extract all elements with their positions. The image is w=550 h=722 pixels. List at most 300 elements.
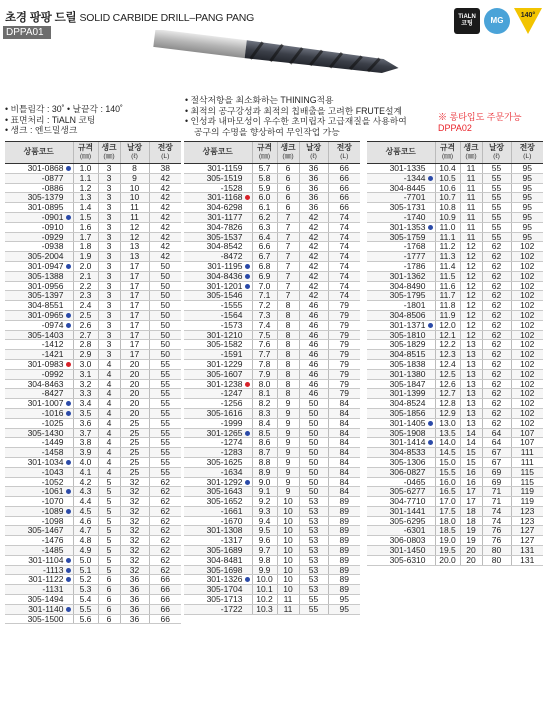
product-code: 301-1201 (206, 280, 243, 291)
diameter: 2.1 (79, 270, 92, 281)
total-length: 50 (160, 300, 170, 311)
flute-length: 53 (308, 545, 319, 556)
flute-length: 55 (491, 182, 502, 193)
shank-diameter: 4 (106, 398, 112, 409)
total-length: 55 (160, 427, 170, 438)
stock-blue-dot (245, 264, 250, 269)
shank-diameter: 3 (106, 280, 112, 291)
flute-length: 36 (308, 182, 319, 193)
product-code: 304-8551 (27, 300, 64, 311)
product-code: -0877 (41, 172, 64, 183)
total-length: 42 (160, 231, 170, 242)
total-length-cell (328, 604, 360, 614)
table-row (5, 555, 181, 565)
total-length: 102 (520, 251, 535, 262)
total-length: 79 (339, 349, 349, 360)
stock-blue-dot (245, 274, 250, 279)
total-length: 89 (339, 564, 349, 575)
product-code: -0465 (403, 476, 426, 487)
diameter-cell (435, 555, 460, 565)
total-length: 50 (160, 339, 170, 350)
total-length: 74 (339, 270, 349, 281)
total-length: 50 (160, 280, 170, 291)
diameter: 12.2 (439, 339, 456, 350)
shank-diameter: 8 (285, 378, 291, 389)
header-total: 전장 (L) (328, 142, 360, 164)
total-length: 102 (520, 378, 535, 389)
diameter: 8.8 (258, 456, 271, 467)
total-length: 55 (160, 417, 170, 428)
spec-shank: • 생크 : 엔드밀생크 (5, 125, 78, 135)
product-code: -1555 (220, 300, 243, 311)
total-length: 62 (160, 486, 170, 497)
product-code: 304-8533 (389, 447, 426, 458)
diameter: 20.0 (439, 554, 456, 565)
shank-diameter: 5 (106, 515, 112, 526)
total-length: 95 (522, 163, 532, 173)
product-code: 301-1034 (27, 456, 64, 467)
shank-diameter: 8 (285, 339, 291, 350)
flute-length: 62 (491, 241, 502, 252)
total-length: 107 (520, 437, 535, 448)
total-length: 55 (160, 447, 170, 458)
flute-length: 80 (491, 554, 502, 565)
flute-length: 62 (491, 407, 502, 418)
stock-blue-dot (428, 440, 433, 445)
table-row (184, 526, 360, 536)
shank-diameter: 11 (466, 211, 476, 222)
shank-diameter: 13 (466, 349, 476, 360)
flute-length: 42 (308, 211, 319, 222)
diameter: 9.3 (258, 505, 271, 516)
shank-diameter: 5 (106, 486, 112, 497)
shank-diameter: 14 (466, 437, 476, 448)
product-code: -6301 (403, 525, 426, 536)
table-row (184, 506, 360, 516)
diameter: 15.5 (439, 466, 456, 477)
stock-blue-dot (428, 421, 433, 426)
stock-blue-dot (66, 607, 71, 612)
diameter: 5.7 (258, 163, 271, 173)
total-length: 62 (160, 505, 170, 516)
flute-length: 50 (308, 486, 319, 497)
diameter: 8.3 (258, 407, 271, 418)
flute-length: 62 (491, 270, 502, 281)
shank-diameter: 13 (466, 368, 476, 379)
table-row (5, 614, 181, 624)
diameter: 7.3 (258, 309, 271, 320)
total-length: 62 (160, 564, 170, 575)
shank-diameter: 3 (106, 319, 112, 330)
diameter: 11.3 (439, 251, 456, 262)
diameter: 15.0 (439, 456, 456, 467)
total-length: 89 (339, 554, 349, 565)
flute-length: 17 (129, 300, 140, 311)
diameter: 12.1 (439, 329, 456, 340)
product-code: 301-1353 (389, 221, 426, 232)
product-code: -0929 (41, 231, 64, 242)
shank-diameter: 10 (283, 554, 293, 565)
diameter: 11.9 (439, 309, 456, 320)
diameter: 13.0 (439, 417, 456, 428)
product-code: -0992 (41, 368, 64, 379)
diameter: 7.9 (258, 368, 271, 379)
stock-blue-dot (66, 215, 71, 220)
total-length: 102 (520, 398, 535, 409)
shank-diameter: 9 (285, 476, 291, 487)
total-length: 84 (339, 456, 349, 467)
product-code: -0910 (41, 221, 64, 232)
diameter: 3.0 (79, 358, 92, 369)
flute-length: 20 (129, 398, 140, 409)
table-row (184, 301, 360, 311)
table-row (367, 555, 543, 565)
total-length: 84 (339, 398, 349, 409)
flute-length: 46 (308, 309, 319, 320)
total-length: 119 (520, 496, 535, 507)
flute-length: 13 (129, 251, 140, 262)
total-length: 102 (520, 319, 535, 330)
product-code: -1476 (41, 535, 64, 546)
total-length: 79 (339, 358, 349, 369)
total-length: 79 (339, 300, 349, 311)
flute-length: 62 (491, 300, 502, 311)
product-code: 301-0895 (27, 202, 64, 213)
flute-length: 8 (132, 163, 137, 173)
shank-diameter: 11 (283, 603, 293, 614)
diameter: 5.4 (79, 594, 92, 605)
flute-length: 36 (129, 584, 140, 595)
shank-diameter: 14 (466, 427, 476, 438)
table-header-row (5, 142, 181, 164)
diameter: 8.4 (258, 417, 271, 428)
shank-diameter: 7 (285, 211, 291, 222)
diameter: 10.2 (256, 594, 273, 605)
flute-length: 13 (129, 241, 140, 252)
total-length: 74 (339, 290, 349, 301)
total-length: 84 (339, 407, 349, 418)
product-code: 305-2004 (27, 251, 64, 262)
product-code: 301-0956 (27, 280, 64, 291)
flute-length: 64 (491, 427, 502, 438)
total-length: 95 (339, 603, 349, 614)
product-code: 301-1177 (207, 211, 243, 222)
shank-diameter: 13 (466, 388, 476, 399)
flute-length: 10 (129, 192, 140, 203)
flute-length: 55 (491, 221, 502, 232)
flute-length: 46 (308, 368, 319, 379)
table-row (5, 222, 181, 232)
flute-length: 46 (308, 300, 319, 311)
flute-length-cell (482, 555, 511, 565)
total-length: 102 (520, 358, 535, 369)
diameter: 7.4 (258, 319, 271, 330)
product-code: -1786 (403, 260, 426, 271)
diameter: 16.5 (439, 486, 456, 497)
flute-length: 62 (491, 358, 502, 369)
total-length: 84 (339, 437, 349, 448)
total-length: 102 (520, 260, 535, 271)
total-length: 95 (522, 182, 532, 193)
header-code: 상품코드 (184, 142, 252, 164)
flute-length: 42 (308, 280, 319, 291)
shank-diameter: 3 (106, 182, 112, 193)
diameter: 1.3 (79, 192, 92, 203)
product-code: 301-1140 (28, 603, 64, 614)
diameter: 7.5 (258, 329, 271, 340)
table-row (5, 526, 181, 536)
product-code: -1740 (403, 211, 426, 222)
product-code: 305-1388 (27, 270, 64, 281)
flute-length: 62 (491, 290, 502, 301)
diameter: 9.1 (258, 486, 271, 497)
shank-diameter: 3 (106, 211, 112, 222)
shank-diameter: 5 (106, 476, 112, 487)
product-code: 301-1326 (206, 574, 243, 585)
stock-blue-dot (428, 323, 433, 328)
flute-length: 32 (129, 515, 140, 526)
total-length: 127 (520, 535, 535, 546)
flute-length: 53 (308, 564, 319, 575)
shank-diameter: 9 (285, 417, 291, 428)
shank-diameter: 11 (466, 221, 476, 232)
shank-diameter: 6 (106, 584, 112, 595)
diameter: 2.2 (79, 280, 92, 291)
diameter: 6.0 (258, 192, 271, 203)
product-code: -8472 (220, 251, 243, 262)
diameter-cell (73, 614, 98, 624)
flute-length: 53 (308, 505, 319, 516)
flute-length: 36 (129, 603, 140, 614)
product-code: 305-1607 (206, 368, 243, 379)
product-code: -1089 (41, 505, 64, 516)
diameter: 3.8 (79, 437, 92, 448)
product-code: 301-1159 (207, 163, 243, 173)
product-code: 301-1265 (206, 427, 243, 438)
table-row (5, 536, 181, 546)
diameter: 2.3 (79, 290, 92, 301)
flute-length: 36 (308, 163, 319, 173)
product-code: -1098 (41, 515, 64, 526)
product-code: -1283 (220, 447, 243, 458)
diameter: 4.3 (79, 486, 92, 497)
shank-diameter: 3 (106, 221, 112, 232)
total-length: 102 (520, 388, 535, 399)
total-length: 62 (160, 535, 170, 546)
product-code: 305-1829 (389, 339, 426, 350)
flute-length: 46 (308, 349, 319, 360)
flute-length: 62 (491, 398, 502, 409)
shank-diameter: 3 (106, 163, 112, 173)
product-code: -1317 (220, 535, 243, 546)
tialn-coating-icon (454, 8, 480, 34)
product-code: 301-1399 (389, 388, 426, 399)
table-row (184, 389, 360, 399)
diameter: 10.5 (439, 172, 456, 183)
shank-diameter: 13 (466, 417, 476, 428)
spec-coating: • 표면처리 : TiALN 코팅 (5, 114, 96, 125)
product-code: 301-1441 (389, 505, 426, 516)
diameter: 9.0 (258, 476, 271, 487)
flute-length: 17 (129, 309, 140, 320)
note-thinning: • 절삭저항을 최소화하는 THINING적용 (185, 95, 334, 105)
diameter: 4.8 (79, 535, 92, 546)
shank-diameter: 9 (285, 447, 291, 458)
total-length: 50 (160, 260, 170, 271)
product-code: 305-1519 (206, 172, 243, 183)
flute-length: 42 (308, 241, 319, 252)
total-length: 55 (160, 437, 170, 448)
header-shank: 생크 (㎜) (98, 142, 120, 164)
shank-diameter: 20 (466, 554, 476, 565)
table-row (184, 438, 360, 448)
tialn-sub-label: 코팅 (461, 21, 473, 27)
diameter: 3.7 (79, 427, 92, 438)
diameter: 12.9 (439, 407, 456, 418)
shank-diameter: 3 (106, 241, 112, 252)
header-shank: 생크 (㎜) (460, 142, 482, 164)
flute-length: 11 (130, 211, 139, 222)
table-row (5, 379, 181, 389)
total-length: 55 (160, 466, 170, 477)
total-length: 50 (160, 329, 170, 340)
total-length: 84 (339, 466, 349, 477)
total-length: 79 (339, 309, 349, 320)
product-code: -1564 (220, 309, 243, 320)
total-length: 66 (339, 202, 349, 213)
product-code: 305-1546 (206, 290, 243, 301)
total-length: 55 (160, 378, 170, 389)
spec-table-1 (5, 141, 181, 624)
diameter: 3.6 (79, 417, 92, 428)
product-code: -1573 (220, 319, 243, 330)
diameter: 12.6 (439, 378, 456, 389)
diameter: 11.7 (439, 290, 456, 301)
product-code: -1070 (41, 496, 64, 507)
diameter: 2.4 (79, 300, 92, 311)
product-code: 305-1698 (206, 564, 243, 575)
diameter: 11.0 (439, 221, 456, 232)
shank-diameter: 10 (283, 535, 293, 546)
shank-diameter: 3 (106, 339, 112, 350)
diameter: 5.1 (79, 564, 92, 575)
flute-length: 32 (129, 496, 140, 507)
flute-length: 42 (308, 221, 319, 232)
total-length: 74 (339, 211, 349, 222)
product-code: 305-6295 (389, 515, 426, 526)
diameter: 10.3 (256, 603, 273, 614)
table-row (5, 203, 181, 213)
product-code: 305-1759 (389, 231, 426, 242)
product-code: 305-1582 (206, 339, 243, 350)
diameter: 1.1 (79, 172, 92, 183)
flute-length: 50 (308, 466, 319, 477)
flute-length: 55 (491, 231, 502, 242)
shank-diameter: 12 (466, 270, 476, 281)
table-row (5, 330, 181, 340)
flute-length-cell (120, 614, 149, 624)
total-length: 62 (160, 525, 170, 536)
flute-length: 50 (308, 456, 319, 467)
total-length: 66 (160, 603, 170, 614)
flute-length: 76 (491, 525, 502, 536)
table-row (184, 428, 360, 438)
stock-blue-dot (245, 577, 250, 582)
shank-diameter: 9 (285, 466, 291, 477)
total-length: 74 (339, 251, 349, 262)
shank-diameter-cell (277, 604, 299, 614)
total-length-cell (511, 555, 543, 565)
total-length: 95 (522, 231, 532, 242)
flute-length: 42 (308, 251, 319, 262)
total-length: 102 (520, 417, 535, 428)
total-length: 123 (520, 515, 535, 526)
product-code: 304-8524 (389, 398, 426, 409)
table-row (5, 173, 181, 183)
product-code: -0901 (41, 211, 64, 222)
product-code: 305-1689 (206, 545, 243, 556)
header-flute: 날장 (ℓ) (299, 142, 328, 164)
diameter: 18.5 (439, 525, 456, 536)
shank-diameter: 7 (285, 251, 291, 262)
point-angle-label: 140° (520, 12, 536, 19)
total-length: 79 (339, 329, 349, 340)
table-row (184, 340, 360, 350)
product-code: 301-0983 (27, 358, 64, 369)
shank-diameter: 4 (106, 466, 112, 477)
shank-diameter: 3 (106, 260, 112, 271)
flute-length: 32 (129, 525, 140, 536)
shank-diameter: 13 (466, 358, 476, 369)
stock-blue-dot (245, 431, 250, 436)
diameter: 2.0 (79, 260, 92, 271)
table-row (184, 310, 360, 320)
total-length: 79 (339, 319, 349, 330)
flute-length: 32 (129, 554, 140, 565)
total-length: 95 (522, 211, 532, 222)
shank-diameter: 12 (466, 280, 476, 291)
stock-blue-dot (245, 284, 250, 289)
product-code: -1777 (403, 251, 426, 262)
product-code: -1768 (403, 241, 426, 252)
product-code: 305-1838 (389, 358, 426, 369)
flute-length: 25 (129, 466, 140, 477)
shank-diameter: 12 (466, 260, 476, 271)
shank-diameter: 9 (285, 398, 291, 409)
header-diameter: 규격 (㎜) (73, 142, 98, 164)
shank-diameter: 5 (106, 525, 112, 536)
product-code: 306-0803 (389, 535, 426, 546)
product-code: 305-1306 (389, 456, 426, 467)
flute-length: 62 (491, 417, 502, 428)
total-length: 79 (339, 339, 349, 350)
total-length: 102 (520, 290, 535, 301)
flute-length: 55 (308, 594, 319, 605)
diameter: 5.0 (79, 554, 92, 565)
total-length: 107 (520, 427, 535, 438)
total-length: 111 (520, 456, 534, 467)
diameter: 8.5 (258, 427, 271, 438)
shank-diameter: 6 (106, 574, 112, 585)
shank-diameter: 4 (106, 447, 112, 458)
flute-length: 53 (308, 525, 319, 536)
total-length: 102 (520, 280, 535, 291)
product-code: -0938 (41, 241, 64, 252)
shank-diameter: 17 (466, 486, 476, 497)
title-english: SOLID CARBIDE DRILL–PANG PANG (79, 12, 255, 24)
total-length: 66 (160, 574, 170, 585)
flute-length: 55 (491, 192, 502, 203)
